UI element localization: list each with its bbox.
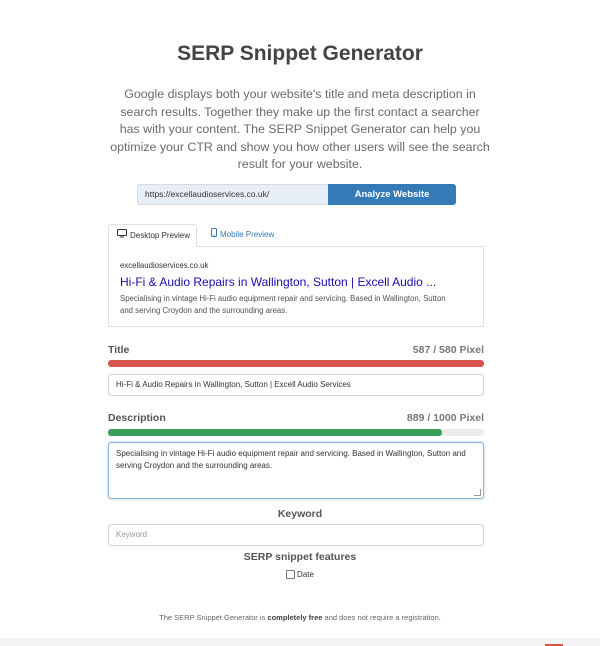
analyze-website-button[interactable]: Analyze Website — [328, 184, 456, 205]
date-feature-row[interactable] — [0, 570, 600, 579]
keyword-input[interactable]: Keyword — [108, 524, 484, 546]
description-text: Specialising in vintage Hi-Fi audio equipment repair and servicing. Based in Wallington, Sutton and serving Croydon and the surrounding areas. — [116, 449, 466, 470]
page-title: SERP Snippet Generator — [177, 42, 423, 65]
tab-mobile-preview[interactable] — [203, 224, 293, 247]
page-bottom-strip — [0, 638, 600, 646]
footer-suffix: and does not require a registration. — [322, 613, 441, 622]
description-length-fill — [108, 429, 442, 436]
preview-description: Specialising in vintage Hi-Fi audio equipment repair and servicing. Based in Wallington, Sutton and serving Croydon and the surrounding areas. — [120, 294, 446, 315]
intro-text: Google displays both your website's title and meta description in search results. Together they make up the first contact a searcher has with your content. The SERP Snippet Generator can help you optimize your CTR and show you how other users will see the search result for your website. — [110, 87, 490, 171]
serp-preview — [108, 246, 484, 327]
title-length-bar — [108, 360, 484, 367]
keyword-label: Keyword — [277, 508, 323, 520]
url-input[interactable]: https://excellaudioservices.co.uk/ — [137, 184, 328, 205]
description-length-bar — [108, 429, 484, 436]
title-length-fill — [108, 360, 484, 367]
resize-handle-icon[interactable] — [474, 489, 481, 496]
date-checkbox[interactable] — [286, 570, 295, 579]
title-label: Title — [108, 344, 130, 356]
preview-title[interactable]: Hi-Fi & Audio Repairs in Wallington, Sutton | Excell Audio ... — [120, 275, 437, 289]
date-label: Date — [297, 570, 314, 579]
footer-bold: completely free — [267, 613, 323, 622]
preview-url: excellaudioservices.co.uk — [120, 261, 209, 270]
tab-desktop-label: Desktop Preview — [130, 231, 191, 241]
desktop-icon — [117, 225, 127, 247]
tab-mobile-label: Mobile Preview — [220, 230, 275, 240]
description-label: Description — [108, 412, 166, 424]
title-pixel-count: 587 / 580 Pixel — [412, 344, 484, 356]
serp-features-label: SERP snippet features — [243, 551, 357, 563]
description-textarea[interactable] — [108, 442, 484, 499]
tab-desktop-preview[interactable] — [108, 224, 197, 247]
description-pixel-count: 889 / 1000 Pixel — [406, 412, 484, 424]
title-input[interactable]: Hi-Fi & Audio Repairs in Wallington, Sutton | Excell Audio Services — [108, 374, 484, 396]
footer-note — [0, 613, 600, 622]
mobile-icon — [211, 224, 217, 246]
footer-prefix: The SERP Snippet Generator is — [159, 613, 268, 622]
